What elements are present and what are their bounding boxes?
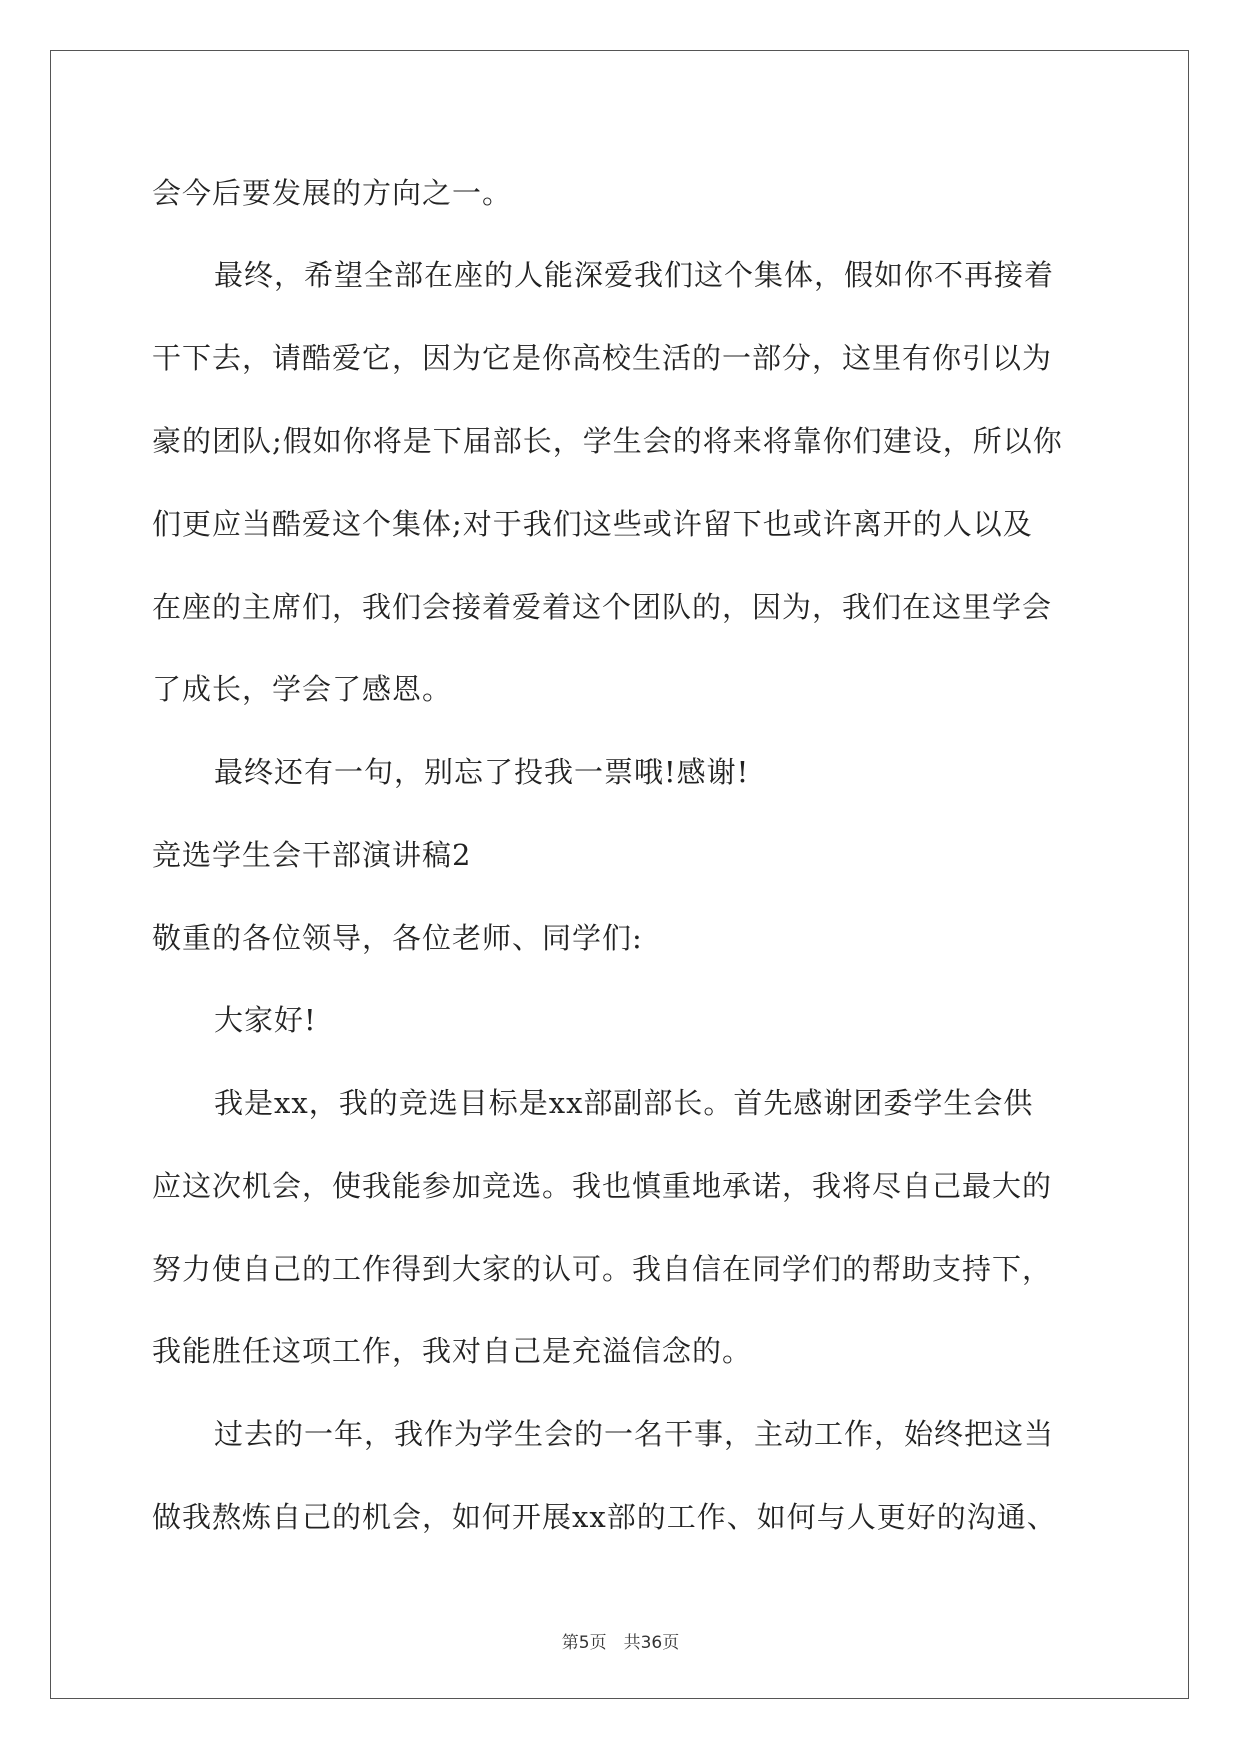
text-line-16: 过去的一年，我作为学生会的一名干事，主动工作，始终把这当	[214, 1417, 1055, 1451]
text-line-12: 我是xx，我的竞选目标是xx部副部长。首先感谢团委学生会供	[214, 1086, 1034, 1120]
text-line-2: 最终，希望全部在座的人能深爱我们这个集体，假如你不再接着	[214, 258, 1055, 292]
text-line-15: 我能胜任这项工作，我对自己是充溢信念的。	[152, 1334, 753, 1368]
section-heading: 竞选学生会干部演讲稿2	[152, 838, 472, 872]
text-line-8: 最终还有一句，别忘了投我一票哦!感谢!	[214, 755, 750, 789]
greeting: 大家好!	[214, 1003, 317, 1037]
text-line-17: 做我熬炼自己的机会，如何开展xx部的工作、如何与人更好的沟通、	[152, 1500, 1057, 1534]
salutation: 敬重的各位领导，各位老师、同学们:	[152, 921, 643, 955]
text-line-5: 们更应当酷爱这个集体;对于我们这些或许留下也或许离开的人以及	[152, 507, 1033, 541]
text-line-6: 在座的主席们，我们会接着爱着这个团队的，因为，我们在这里学会	[152, 590, 1053, 624]
text-line-3: 干下去，请酷爱它，因为它是你高校生活的一部分，这里有你引以为	[152, 341, 1053, 375]
text-line-13: 应这次机会，使我能参加竞选。我也慎重地承诺，我将尽自己最大的	[152, 1169, 1053, 1203]
text-line-1: 会今后要发展的方向之一。	[152, 176, 513, 210]
page-number-footer: 第5页 共36页	[561, 1633, 680, 1653]
text-line-14: 努力使自己的工作得到大家的认可。我自信在同学们的帮助支持下，	[152, 1252, 1053, 1286]
text-line-4: 豪的团队;假如你将是下届部长，学生会的将来将靠你们建设，所以你	[152, 424, 1063, 458]
text-line-7: 了成长，学会了感恩。	[152, 672, 453, 706]
